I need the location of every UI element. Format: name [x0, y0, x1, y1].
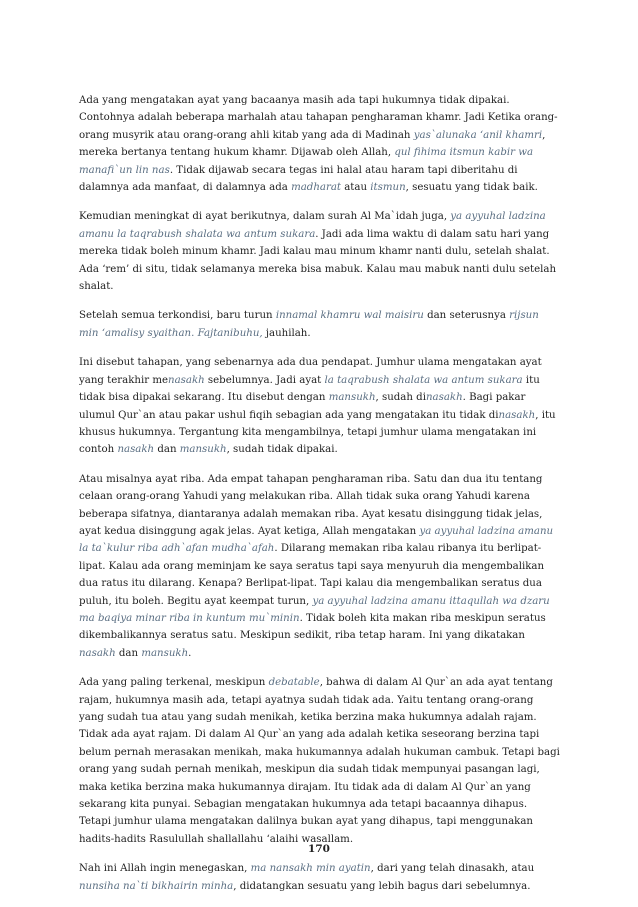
italic-term: la taqrabush shalata wa antum sukara — [324, 374, 523, 386]
italic-term: mansukh — [141, 647, 189, 659]
text-run: , didatangkan sesuatu yang lebih bagus dari sebelumnya. — [233, 880, 531, 892]
paragraph — [79, 92, 561, 196]
text-run: itu tidak bisa dipakai sekarang. Itu disebut dengan — [79, 374, 540, 404]
text-run: Ada yang mengatakan ayat yang bacaanya masih ada tapi hukumnya tidak dipakai. Contohnya adalah beberapa marhalah atau tahapan pengharaman khamr. Jadi Ketika orang-orang musyrik atau orang-orang ahli kitab yang ada di Madinah — [79, 95, 558, 141]
text-run: . Dilarang memakan riba kalau ribanya itu berlipat-lipat. Kalau ada orang meminjam ke saya seratus tapi saya menyuruh dia mengembalikan dua ratus itu dilarang. Kenapa? Berlipat-lipat. Tapi kalau dia mengembalikan seratus dua puluh, itu boleh. Begitu ayat keempat turun, — [79, 543, 545, 607]
italic-term: ma nansakh min ayatin — [250, 863, 371, 875]
italic-term: ya ayyuhal ladzina amanu la taqrabush shalata wa antum sukara — [79, 211, 546, 240]
italic-term: ya ayyuhal ladzina amanu ittaqullah wa dzaru ma baqiya minar riba in kuntum mu`minin — [79, 595, 550, 624]
italic-term: ya ayyuhal ladzina amanu la ta`kulur riba adh`afan mudha`afah — [79, 525, 554, 555]
text-run: , sudah di — [375, 392, 426, 404]
italic-term: itsmun — [370, 182, 406, 194]
italic-term: nasakh — [79, 647, 116, 659]
text-run: , dari yang telah dinasakh, atau — [370, 863, 535, 875]
text-run: . Tidak dijawab secara tegas ini halal atau haram tapi diberitahu di dalamnya ada manfaat, di dalamnya ada — [79, 164, 518, 194]
text-run: Kemudian meningkat di ayat berikutnya, dalam surah Al Ma`idah juga, — [79, 211, 451, 223]
text-run: Nah ini Allah ingin menegaskan, — [79, 863, 251, 875]
text-run: Setelah semua terkondisi, baru turun — [79, 310, 276, 322]
text-run: dan — [115, 647, 142, 659]
text-run: Ini disebut tahapan, yang sebenarnya ada dua pendapat. Jumhur ulama mengatakan ayat yang terakhir me — [79, 357, 542, 386]
italic-term: nasakh — [168, 374, 205, 386]
text-run: . Tidak boleh kita makan riba meskipun seratus dikembalikannya seratus satu. Meskipun sedikit, riba tetap haram. Ini yang dikatakan — [79, 612, 546, 642]
italic-term: mansukh — [179, 444, 227, 456]
italic-term: qul fihima itsmun kabir wa manafi`un lin nas — [79, 147, 534, 176]
text-run: . — [188, 647, 192, 659]
text-run: Ada yang paling terkenal, meskipun — [79, 677, 269, 689]
paragraph — [79, 307, 561, 342]
italic-term: nasakh — [117, 444, 155, 456]
text-run: , bahwa di dalam Al Qur`an ada ayat tentang rajam, hukumnya masih ada, tetapi ayatnya sudah tidak ada. Yaitu tentang orang-orang yang sudah tua atau yang sudah menikah, ketika berzina maka hukumnya adalah rajam. Tidak ada ayat rajam. Di dalam Al Qur`an yang ada adalah ketika seseorang berzina tapi belum pernah merasakan menikah, maka hukumannya adalah hukuman cambuk. Tetapi bagi orang yang sudah pernah menikah, meskipun dia sudah tidak mempunyai pasangan lagi, maka ketika berzina maka hukumannya dirajam. Itu tidak ada di dalam Al Qur`an yang sekarang kita punyai. Sebagian mengatakan hukumnya ada tetapi bacaannya dihapus. Tetapi jumhur ulama mengatakan dalilnya bukan ayat yang dihapus, tapi menggunakan hadits-hadits Rasulullah shallallahu ‘alaihi wasallam. — [79, 677, 560, 845]
italic-term: mansukh — [328, 392, 376, 404]
text-run: . Bagi pakar ulumul Qur`an atau pakar ushul fiqih sebagian ada yang mengatakan itu tidak di — [79, 392, 526, 421]
text-run: dan seterusnya — [423, 310, 510, 322]
italic-term: yas`alunaka ‘anil khamri — [413, 129, 543, 141]
paragraph — [79, 471, 561, 662]
text-run: Atau misalnya ayat riba. Ada empat tahapan pengharaman riba. Satu dan dua itu tentang celaan orang-orang Yahudi yang melakukan riba. Allah tidak suka orang Yahudi karena beberapa sifatnya, diantaranya adalah memakan riba. Ayat kesatu disinggung tidak jelas, ayat kedua disinggung agak jelas. Ayat ketiga, Allah mengatakan — [79, 473, 543, 537]
paragraph — [79, 860, 561, 895]
text-run: atau — [341, 182, 371, 194]
text-run: . Jadi ada lima waktu di dalam satu hari yang mereka tidak boleh minum khamr. Jadi kalau mau minum khamr nanti dulu, setelah shalat. Ada ‘rem’ di situ, tidak selamanya mereka bisa mabuk. Kalau mau mabuk nanti dulu setelah shalat. — [79, 228, 557, 293]
italic-term: rijsun min ‘amalisy syaithan. Fajtanibuhu, — [79, 310, 539, 339]
italic-term: madharat — [291, 182, 341, 194]
body-text — [79, 92, 561, 907]
italic-term: innamal khamru wal maisiru — [275, 310, 424, 322]
italic-term: nasakh — [425, 392, 463, 404]
text-run: , sudah tidak dipakai. — [226, 444, 338, 456]
text-run: sebelumnya. Jadi ayat — [204, 374, 325, 386]
text-run: dan — [154, 444, 180, 456]
italic-term: nunsiha na`ti bikhairin minha — [79, 880, 234, 892]
paragraph — [79, 208, 561, 295]
paragraph — [79, 674, 561, 848]
italic-term: debatable — [268, 677, 320, 689]
paragraph — [79, 354, 561, 458]
text-run: , sesuatu yang tidak baik. — [405, 182, 538, 194]
italic-term: nasakh — [498, 409, 536, 421]
text-run: jauhilah. — [262, 327, 311, 339]
text-run: , itu khusus hukumnya. Tergantung kita mengambilnya, tetapi jumhur ulama mengatakan ini contoh — [79, 409, 556, 456]
text-run: , mereka bertanya tentang hukum khamr. Dijawab oleh Allah, — [79, 129, 546, 159]
page-number: 170 — [308, 843, 330, 855]
